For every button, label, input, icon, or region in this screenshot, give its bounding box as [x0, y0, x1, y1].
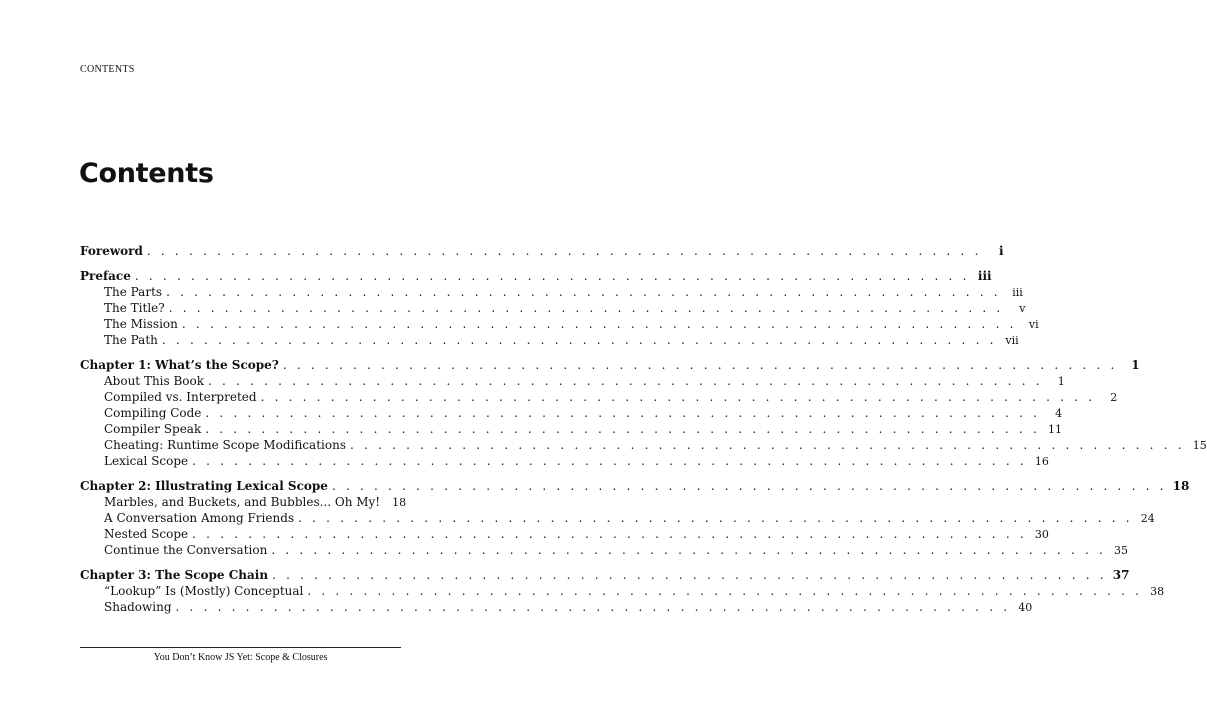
toc-page-number: 40: [1018, 601, 1033, 614]
toc-chapter-entry[interactable]: [80, 268, 992, 284]
dot-leader: . . . . . . . . . . . . . . . . . . . . . . . . . . . . . . . . . . . . . . . . . . . . . . . . . . . . . . . . . . . .: [175, 600, 1011, 614]
dot-leader: . . . . . . . . . . . . . . . . . . . . . . . . . . . . . . . . . . . . . . . . . . . . . . . . . . . . . . . . . . . .: [350, 438, 1185, 452]
toc-page-number: i: [999, 244, 1004, 258]
toc-entry-label: The Mission: [104, 317, 178, 331]
toc-entry-label: The Path: [104, 333, 158, 347]
toc-section-entry[interactable]: [80, 599, 1033, 615]
toc-section-entry[interactable]: [80, 494, 407, 510]
dot-leader: . . . . . . . . . . . . . . . . . . . . . . . . . . . . . . . . . . . . . . . . . . . . . . . . . . . . . . . . . . . .: [331, 479, 1167, 493]
toc-entry-label: Chapter 1: What’s the Scope?: [80, 358, 279, 372]
toc-page-number: 35: [1114, 544, 1129, 557]
toc-entry-label: Continue the Conversation: [104, 543, 268, 557]
dot-leader: . . . . . . . . . . . . . . . . . . . . . . . . . . . . . . . . . . . . . . . . . . . . . . . . . . . . . . . . . . . .: [166, 285, 1001, 299]
toc-page-number: 15: [1192, 439, 1207, 452]
table-of-contents: [80, 243, 1207, 624]
toc-page-number: iii: [1012, 286, 1023, 299]
footer-rule: [80, 647, 401, 648]
toc-section: [80, 243, 1004, 259]
dot-leader: . . . . . . . . . . . . . . . . . . . . . . . . . . . . . . . . . . . . . . . . . . . . . . . . . . . . . . . . . . . .: [181, 317, 1017, 331]
dot-leader: . . . . . . . . . . . . . . . . . . . . . . . . . . . . . . . . . . . . . . . . . . . . . . . . . . . . . . . . . . . .: [192, 454, 1027, 468]
dot-leader: . . . . . . . . . . . . . . . . . . . . . . . . . . . . . . . . . . . . . . . . . . . . . . . . . . . . . . . . . . . .: [134, 269, 970, 283]
toc-entry-label: The Title?: [104, 301, 165, 315]
toc-entry-label: Compiled vs. Interpreted: [104, 390, 257, 404]
toc-page-number: 16: [1034, 455, 1049, 468]
dot-leader: . . . . . . . . . . . . . . . . . . . . . . . . . . . . . . . . . . . . . . . . . . . . . . . . . . . . . . . . . . . .: [208, 374, 1043, 388]
toc-page-number: 24: [1140, 512, 1155, 525]
footer-title: You Don’t Know JS Yet: Scope & Closures: [153, 652, 328, 663]
toc-entry-label: Compiling Code: [104, 406, 202, 420]
dot-leader: . . . . . . . . . . . . . . . . . . . . . . . . . . . . . . . . . . . . . . . . . . . . . . . . . . . . . . . . . . . .: [272, 568, 1107, 582]
toc-entry-label: Preface: [80, 269, 131, 283]
toc-section-entry[interactable]: [80, 373, 1065, 389]
toc-section-entry[interactable]: [80, 389, 1118, 405]
toc-section: [80, 357, 1207, 469]
toc-page-number: 18: [1172, 479, 1190, 493]
toc-section: [80, 567, 1165, 615]
toc-section-entry[interactable]: [80, 284, 1023, 300]
dot-leader: . . . . . . . . . . . . . . . . . . . . . . . . . . . . . . . . . . . . . . . . . . . . . . . . . . . . . . . . . . . .: [298, 511, 1133, 525]
toc-page-number: vii: [1005, 334, 1019, 347]
dot-leader: . . . . . . . . . . . . . . . . . . . . . . . . . . . . . . . . . . . . . . . . . . . . . . . . . . . . . . . . . . . .: [161, 333, 997, 347]
toc-page-number: 2: [1110, 391, 1118, 404]
toc-entry-label: Chapter 3: The Scope Chain: [80, 568, 269, 582]
toc-entry-label: Marbles, and Buckets, and Bubbles... Oh My!: [104, 495, 381, 509]
toc-section-entry[interactable]: [80, 332, 1019, 348]
toc-page-number: 30: [1034, 528, 1049, 541]
toc-section-entry[interactable]: [80, 526, 1049, 542]
toc-chapter-entry[interactable]: [80, 478, 1190, 494]
toc-chapter-entry[interactable]: [80, 567, 1130, 583]
toc-section-entry[interactable]: [80, 316, 1039, 332]
toc-page-number: 1: [1131, 358, 1140, 372]
dot-leader: . . . . . . . . . . . . . . . . . . . . . . . . . . . . . . . . . . . . . . . . . . . . . . . . . . . . . . . . . . . .: [205, 422, 1040, 436]
toc-entry-label: Cheating: Runtime Scope Modifications: [104, 438, 346, 452]
toc-section-entry[interactable]: [80, 542, 1129, 558]
toc-chapter-entry[interactable]: [80, 357, 1140, 373]
toc-entry-label: Foreword: [80, 244, 143, 258]
toc-section-entry[interactable]: [80, 453, 1049, 469]
toc-entry-label: Nested Scope: [104, 527, 189, 541]
toc-entry-label: Compiler Speak: [104, 422, 202, 436]
dot-leader: . . . . . . . . . . . . . . . . . . . . . . . . . . . . . . . . . . . . . . . . . . . . . . . . . . . . . . . . . . . .: [260, 390, 1096, 404]
page-title: Contents: [79, 158, 214, 189]
toc-page-number: iii: [977, 269, 992, 283]
toc-page-number: 37: [1112, 568, 1130, 582]
toc-entry-label: Lexical Scope: [104, 454, 189, 468]
toc-chapter-entry[interactable]: [80, 243, 1004, 259]
toc-entry-label: A Conversation Among Friends: [104, 511, 295, 525]
toc-page-number: 18: [392, 496, 407, 509]
toc-page-number: v: [1019, 302, 1026, 315]
toc-page-number: 1: [1057, 375, 1065, 388]
toc-entry-label: Shadowing: [104, 600, 172, 614]
toc-section-entry[interactable]: [80, 583, 1165, 599]
dot-leader: . . . . . . . . . . . . . . . . . . . . . . . . . . . . . . . . . . . . . . . . . . . . . . . . . . . . . . . . . . . .: [205, 406, 1041, 420]
toc-section-entry[interactable]: [80, 300, 1026, 316]
toc-entry-label: The Parts: [104, 285, 163, 299]
toc-section-entry[interactable]: [80, 437, 1207, 453]
toc-entry-label: “Lookup” Is (Mostly) Conceptual: [104, 584, 304, 598]
dot-leader: . . . . . . . . . . . . . . . . . . . . . . . . . . . . . . . . . . . . . . . . . . . . . . . . . . . . . . . . . . . .: [307, 584, 1143, 598]
toc-section-entry[interactable]: [80, 405, 1063, 421]
toc-entry-label: About This Book: [104, 374, 205, 388]
dot-leader: . . . . . . . . . . . . . . . . . . . . . . . . . . . . . . . . . . . . . . . . . . . . . . . . . . . . . . . . . . . .: [168, 301, 1004, 315]
dot-leader: . . . . . . . . . . . . . . . . . . . . . . . . . . . . . . . . . . . . . . . . . . . . . . . . . . . . . . . . . . . .: [271, 543, 1107, 557]
dot-leader: . . . . . . . . . . . . . . . . . . . . . . . . . . . . . . . . . . . . . . . . . . . . . . . . . . . . . . . . . . . .: [282, 358, 1118, 372]
toc-page-number: vi: [1028, 318, 1039, 331]
toc-entry-label: Chapter 2: Illustrating Lexical Scope: [80, 479, 328, 493]
toc-page-number: 4: [1055, 407, 1063, 420]
toc-section: [80, 268, 1039, 348]
toc-section-entry[interactable]: [80, 421, 1062, 437]
toc-section-entry[interactable]: [80, 510, 1155, 526]
toc-section: [80, 478, 1190, 558]
dot-leader: . . . . . . . . . . . . . . . . . . . . . . . . . . . . . . . . . . . . . . . . . . . . . . . . . . . . . . . . . . . .: [192, 527, 1027, 541]
running-head: CONTENTS: [80, 64, 135, 75]
dot-leader: . . . . . . . . . . . . . . . . . . . . . . . . . . . . . . . . . . . . . . . . . . . . . . . . . . . . . . . . . . . .: [146, 244, 982, 258]
toc-page-number: 11: [1047, 423, 1062, 436]
toc-page-number: 38: [1150, 585, 1165, 598]
